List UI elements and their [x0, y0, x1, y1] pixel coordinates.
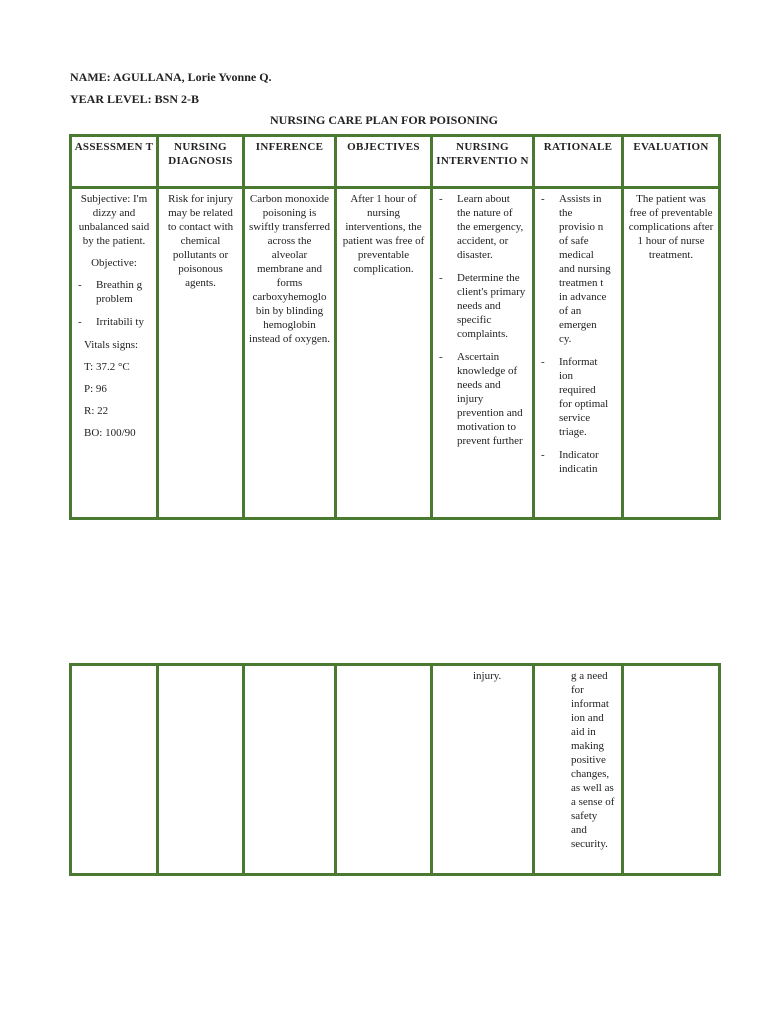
continuation-diagnosis-cell: [158, 665, 244, 875]
continuation-evaluation-cell: [623, 665, 720, 875]
list-item: - Indicator indicatin: [541, 449, 599, 475]
diagnosis-cell: [158, 188, 244, 519]
objective-list: [76, 278, 152, 329]
care-plan-table: [69, 134, 721, 520]
rationale-cell: [534, 188, 623, 519]
vital-pulse: P: 96: [84, 383, 107, 395]
diagnosis-text: Risk for injury may be related to contact with chemical pollutants or poisonous agents.: [167, 193, 234, 289]
evaluation-cell: [623, 188, 720, 519]
objectives-text: After 1 hour of nursing interventions, the patient was free of preventable complication.: [342, 193, 425, 275]
vital-temperature: T: 37.2 °C: [84, 361, 130, 373]
student-name: NAME: AGULLANA, Lorie Yvonne Q.: [70, 70, 272, 84]
inference-text: Carbon monoxide poisoning is swiftly transferred across the alveolar membrane and forms carboxyhemoglo bin by blinding hemoglobin instead of oxygen.: [249, 193, 330, 345]
rationale-list: [539, 192, 611, 476]
list-item: - Learn about the nature of the emergency, accident, or disaster.: [439, 193, 524, 261]
continuation-objectives-cell: [336, 665, 432, 875]
vitals-label: Vitals signs:: [84, 339, 139, 351]
header-evaluation: EVALUATION: [623, 136, 720, 188]
list-item: - Breathin g problem: [78, 279, 143, 305]
continuation-inference-cell: [244, 665, 336, 875]
list-item: - Informat ion required for optimal service triage.: [541, 356, 609, 438]
assessment-cell: [71, 188, 158, 519]
header-assessment: ASSESSMEN T: [71, 136, 158, 188]
objectives-cell: [336, 188, 432, 519]
inference-cell: [244, 188, 336, 519]
header-nursing-diagnosis: NURSING DIAGNOSIS: [158, 136, 244, 188]
list-item: - Irritabili ty: [78, 316, 144, 328]
list-item: - Determine the client's primary needs and specific complaints.: [439, 272, 526, 340]
objective-label: Objective:: [91, 257, 137, 269]
rationale-tail-text: g a need for informat ion and aid in making positive changes, as well as a sense of safety and security.: [571, 670, 615, 850]
header-nursing-intervention: NURSING INTERVENTIO N: [432, 136, 534, 188]
evaluation-text: The patient was free of preventable complications after 1 hour of nurse treatment.: [628, 193, 714, 261]
list-item: - Ascertain knowledge of needs and injury prevention and motivation to prevent further: [439, 351, 523, 447]
intervention-cell: [432, 188, 534, 519]
header-inference: INFERENCE: [244, 136, 336, 188]
header-objectives: OBJECTIVES: [336, 136, 432, 188]
continuation-assessment-cell: [71, 665, 158, 875]
subjective-text: Subjective: I'm dizzy and unbalanced said by the patient.: [78, 193, 150, 247]
list-item: - Assists in the provisio n of safe medical and nursing treatmen t in advance of an emergen cy.: [541, 193, 611, 345]
continuation-table: [69, 663, 721, 876]
header-rationale: RATIONALE: [534, 136, 623, 188]
intervention-list: [437, 192, 526, 448]
continuation-rationale-cell: [534, 665, 623, 875]
document-title: NURSING CARE PLAN FOR POISONING: [269, 113, 499, 127]
continuation-intervention-cell: [432, 665, 534, 875]
vital-blood-pressure: BO: 100/90: [84, 427, 136, 439]
year-level: YEAR LEVEL: BSN 2-B: [70, 92, 200, 106]
vital-respiration: R: 22: [84, 405, 109, 417]
intervention-tail-text: injury.: [473, 670, 502, 682]
